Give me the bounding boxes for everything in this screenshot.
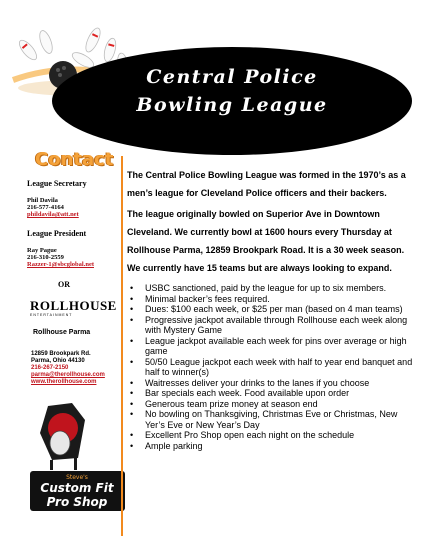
- list-item: • Excellent Pro Shop open each night on the schedule: [127, 430, 415, 441]
- rollhouse-logo-word: ROLLHOUSE: [30, 298, 117, 313]
- list-item: • USBC sanctioned, paid by the league for up to six members.: [127, 283, 415, 294]
- secretary-name: Phil Davila: [27, 197, 58, 204]
- vertical-divider: [121, 156, 123, 536]
- address-phone: 216-267-2150: [31, 365, 69, 371]
- address-line2: Parma, Ohio 44130: [31, 358, 85, 364]
- president-name: Ray Pague: [27, 247, 57, 254]
- secretary-email-link[interactable]: phildavila@att.net: [27, 211, 79, 218]
- proshop-small: Steve's: [66, 474, 88, 481]
- list-item: • Generous team prize money at season end: [127, 399, 415, 410]
- list-item: • Bar specials each week. Food available upon order: [127, 388, 415, 399]
- rollhouse-address-block: [31, 351, 105, 386]
- address-web-link[interactable]: www.therollhouse.com: [31, 379, 97, 385]
- proshop-line2: Pro Shop: [46, 495, 108, 509]
- list-item: • Waitresses deliver your drinks to the lanes if you choose: [127, 378, 415, 389]
- custom-fit-pro-shop-logo: [30, 398, 125, 513]
- list-item: • Minimal backer’s fees required.: [127, 294, 415, 305]
- president-phone: 216-310-2559: [27, 254, 64, 261]
- address-email-link[interactable]: parma@therollhouse.com: [31, 372, 105, 378]
- rollhouse-location: Rollhouse Parma: [33, 329, 91, 336]
- contact-heading: Contact: [35, 149, 114, 170]
- page-title-line2: Bowling League: [136, 94, 328, 116]
- or-label: OR: [58, 280, 70, 289]
- secretary-phone: 216-577-4164: [27, 204, 64, 211]
- features-list: [127, 283, 415, 451]
- rollhouse-logo: [30, 298, 117, 317]
- president-heading: League President: [27, 229, 87, 238]
- president-email-link[interactable]: Razzer-1@sbcglobal.net: [27, 261, 94, 268]
- list-item: • 50/50 League jackpot each week with half to year end banquet and half to winner(s): [127, 357, 415, 378]
- list-item: • Ample parking: [127, 441, 415, 452]
- page-title-line1: Central Police: [146, 66, 318, 88]
- list-item: • Progressive jackpot available through Rollhouse each week along with Mystery Game: [127, 315, 415, 336]
- list-item: • No bowling on Thanksgiving, Christmas Eve or Christmas, New Yer’s Eve or New Year’s Day: [127, 409, 415, 430]
- rollhouse-logo-sub: ENTERTAINMENT: [30, 313, 73, 317]
- history-paragraph: The league originally bowled on Superior Ave in Downtown Cleveland. We currently bowl at 1600 hours every Thursday at Rollhouse Parma, 12859 Brookpark Road. It is a 30 week season. We currently have 15 teams but are always looking to expand.: [127, 209, 405, 273]
- proshop-line1: Custom Fit: [40, 481, 114, 495]
- main-content: [127, 166, 415, 451]
- intro-paragraph: The Central Police Bowling League was formed in the 1970’s as a men’s league for Cleveland Police officers and their backers.: [127, 170, 406, 198]
- list-item: • Dues: $100 each week, or $25 per man (based on 4 man teams): [127, 304, 415, 315]
- list-item: • League jackpot available each week for pins over average or high game: [127, 336, 415, 357]
- address-line1: 12859 Brookpark Rd.: [31, 351, 91, 357]
- secretary-heading: League Secretary: [27, 179, 87, 188]
